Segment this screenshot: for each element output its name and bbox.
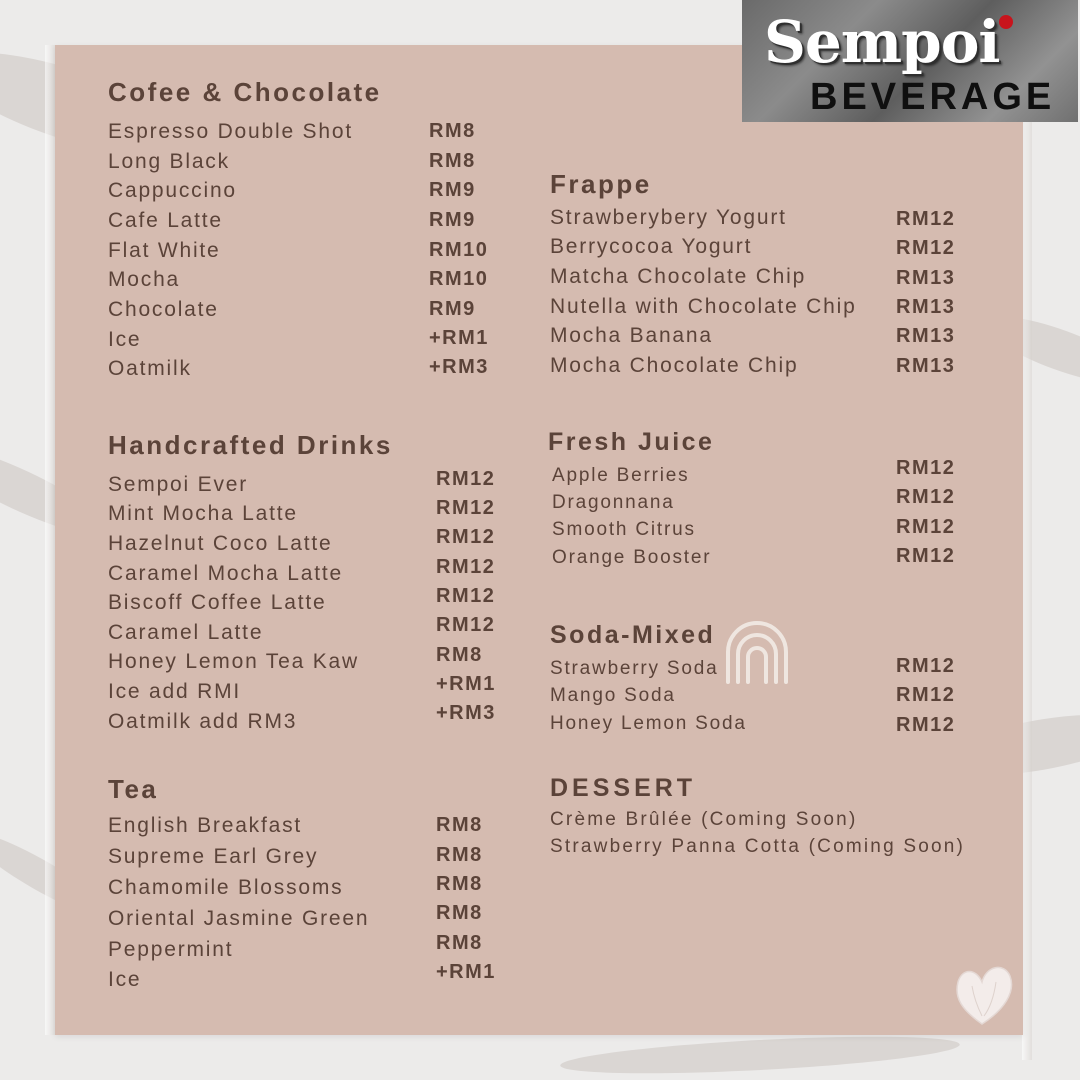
menu-item-name: Berrycocoa Yogurt (550, 235, 753, 258)
menu-item-name: Caramel Latte (108, 621, 264, 644)
menu-item-name: Supreme Earl Grey (108, 845, 319, 868)
menu-item-price: RM12 (896, 516, 956, 538)
menu-item-price: +RM1 (436, 961, 496, 983)
menu-item-price: RM12 (896, 545, 956, 567)
menu-item-name: Cafe Latte (108, 209, 223, 232)
menu-item-price: RM8 (436, 932, 483, 954)
section-title-frappe: Frappe (550, 169, 652, 199)
menu-item-price: +RM3 (429, 356, 489, 378)
menu-item-price: RM12 (436, 614, 496, 636)
menu-item-name: Hazelnut Coco Latte (108, 532, 333, 555)
rainbow-icon (722, 612, 792, 684)
menu-item-price: RM12 (896, 486, 956, 508)
menu-item-name: Strawberry Soda (550, 658, 719, 679)
menu-item-price: RM12 (896, 684, 956, 706)
menu-item-name: Sempoi Ever (108, 473, 249, 496)
menu-item-name: Peppermint (108, 938, 234, 961)
menu-item-price: RM13 (896, 355, 956, 377)
menu-item-name: Ice add RMI (108, 680, 242, 703)
menu-item-price: RM8 (429, 120, 476, 142)
menu-item-name: Chocolate (108, 298, 219, 321)
menu-item-price: RM8 (436, 902, 483, 924)
menu-item-name: English Breakfast (108, 814, 303, 837)
menu-item-name: Mocha (108, 268, 181, 291)
menu-item-name: Cappuccino (108, 179, 237, 202)
logo-brand-text: Sempoi (764, 8, 1000, 76)
menu-item-name: Mango Soda (550, 685, 676, 706)
heart-icon (952, 958, 1016, 1028)
menu-item-price: RM8 (436, 873, 483, 895)
menu-item-price: RM13 (896, 325, 956, 347)
menu-item-name: Strawberry Panna Cotta (Coming Soon) (550, 836, 966, 857)
menu-item-name: Dragonnana (552, 492, 675, 513)
menu-item-price: RM12 (896, 714, 956, 736)
menu-item-name: Smooth Citrus (552, 519, 696, 540)
menu-item-price: RM13 (896, 267, 956, 289)
menu-item-name: Oatmilk add RM3 (108, 710, 298, 733)
menu-item-price: RM12 (436, 556, 496, 578)
menu-item-price: RM10 (429, 268, 489, 290)
menu-item-name: Oriental Jasmine Green (108, 907, 370, 930)
menu-item-name: Espresso Double Shot (108, 120, 353, 143)
menu-item-price: RM12 (436, 497, 496, 519)
menu-item-name: Flat White (108, 239, 221, 262)
menu-item-price: RM13 (896, 296, 956, 318)
menu-item-price: RM8 (436, 644, 483, 666)
menu-item-price: RM8 (436, 844, 483, 866)
menu-item-price: +RM1 (429, 327, 489, 349)
menu-item-name: Long Black (108, 150, 230, 173)
section-title-juice: Fresh Juice (548, 428, 715, 456)
menu-item-name: Caramel Mocha Latte (108, 562, 343, 585)
menu-item-name: Biscoff Coffee Latte (108, 591, 327, 614)
menu-item-name: Strawberybery Yogurt (550, 206, 787, 229)
menu-item-name: Mocha Chocolate Chip (550, 354, 799, 377)
menu-item-name: Honey Lemon Soda (550, 713, 747, 734)
section-title-coffee: Cofee & Chocolate (108, 77, 382, 107)
menu-item-name: Oatmilk (108, 357, 192, 380)
menu-item-price: RM12 (896, 457, 956, 479)
menu-item-price: RM9 (429, 179, 476, 201)
menu-item-name: Honey Lemon Tea Kaw (108, 650, 359, 673)
logo-subtitle: BEVERAGE (810, 76, 1056, 118)
menu-item-name: Mint Mocha Latte (108, 502, 298, 525)
menu-item-price: RM10 (429, 239, 489, 261)
menu-item-price: +RM1 (436, 673, 496, 695)
menu-item-price: RM12 (896, 237, 956, 259)
section-title-dessert: DESSERT (550, 774, 697, 802)
menu-item-name: Ice (108, 328, 142, 351)
menu-item-name: Nutella with Chocolate Chip (550, 295, 857, 318)
menu-item-price: RM12 (436, 468, 496, 490)
menu-item-name: Matcha Chocolate Chip (550, 265, 807, 288)
menu-item-name: Orange Booster (552, 547, 712, 568)
section-title-tea: Tea (108, 774, 159, 804)
section-title-handcrafted: Handcrafted Drinks (108, 430, 393, 460)
menu-item-name: Apple Berries (552, 465, 690, 486)
menu-item-price: RM8 (436, 814, 483, 836)
menu-item-price: RM12 (436, 526, 496, 548)
menu-item-price: RM9 (429, 209, 476, 231)
brand-logo (742, 0, 1078, 122)
menu-item-price: RM12 (896, 655, 956, 677)
menu-item-price: +RM3 (436, 702, 496, 724)
menu-item-price: RM12 (436, 585, 496, 607)
menu-item-price: RM12 (896, 208, 956, 230)
menu-item-name: Crème Brûlée (Coming Soon) (550, 809, 858, 830)
menu-item-price: RM8 (429, 150, 476, 172)
menu-item-price: RM9 (429, 298, 476, 320)
menu-item-name: Mocha Banana (550, 324, 713, 347)
menu-item-name: Chamomile Blossoms (108, 876, 344, 899)
logo-red-dot (999, 15, 1013, 29)
menu-item-name: Ice (108, 968, 142, 991)
section-title-soda: Soda-Mixed (550, 621, 716, 649)
